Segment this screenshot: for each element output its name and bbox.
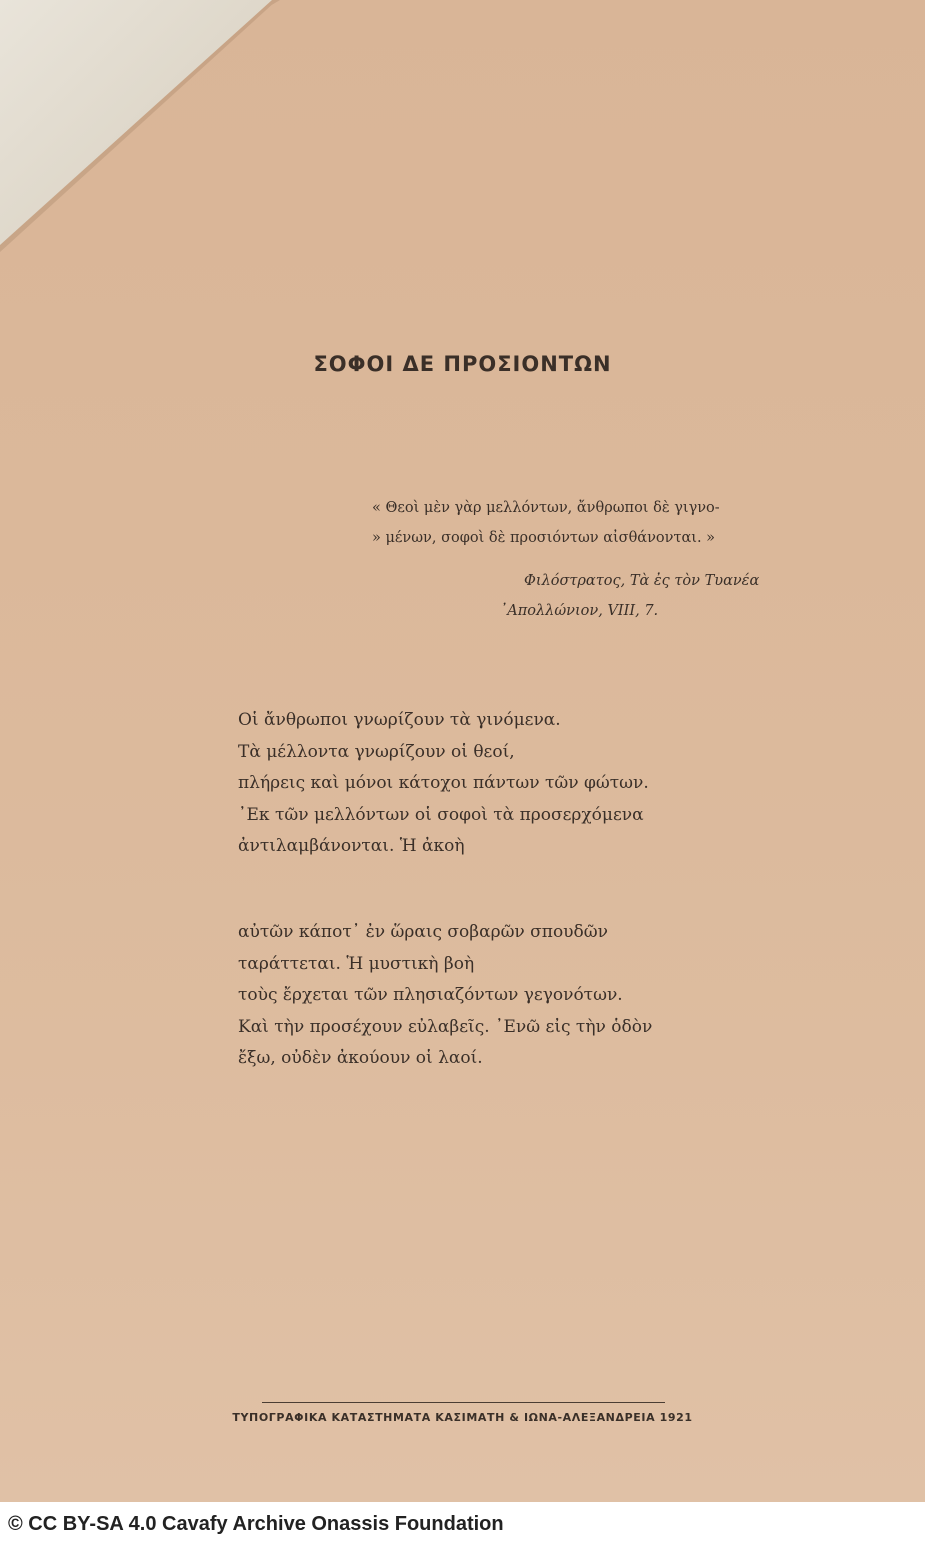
attribution-line: Φιλόστρατος, Τὰ ἐς τὸν Τυανέα bbox=[524, 573, 760, 589]
stanza-2 bbox=[238, 917, 758, 1075]
stanza-1 bbox=[238, 705, 758, 863]
verse-line: Οἱ ἄνθρωποι γνωρίζουν τὰ γινόμενα. bbox=[238, 710, 561, 730]
poem-title: ΣΟΦΟΙ ΔΕ ΠΡΟΣΙΟΝΤΩΝ bbox=[313, 352, 612, 376]
attribution-line: ᾿Απολλώνιον, VIII, 7. bbox=[500, 603, 659, 619]
verse-line: ἀντιλαμβάνονται. Ἡ ἀκοὴ bbox=[238, 836, 465, 856]
verse-line: ἔξω, οὐδὲν ἀκούουν οἱ λαοί. bbox=[238, 1048, 483, 1068]
verse-line: πλήρεις καὶ μόνοι κάτοχοι πάντων τῶν φώτων. bbox=[238, 773, 649, 793]
verse-line: Τὰ μέλλοντα γνωρίζουν οἱ θεοί, bbox=[238, 741, 515, 762]
verse-line: Καὶ τὴν προσέχουν εὐλαβεῖς. ᾿Ενῶ εἰς τὴν ὁδὸν bbox=[238, 1016, 653, 1037]
epigraph-line: » μένων, σοφοὶ δὲ προσιόντων αἰσθάνονται. » bbox=[372, 530, 716, 546]
printer-imprint: ΤΥΠΟΓΡΑΦΙΚΑ ΚΑΤΑΣΤΗΜΑΤΑ ΚΑΣΙΜΑΤΗ & ΙΩΝΑ-ΑΛΕΞΑΝΔΡΕΙΑ 1921 bbox=[232, 1411, 693, 1424]
epigraph-line: « Θεοὶ μὲν γὰρ μελλόντων, ἄνθρωποι δὲ γιγνο- bbox=[372, 500, 720, 516]
verse-line: ᾿Εκ τῶν μελλόντων οἱ σοφοὶ τὰ προσερχόμενα bbox=[238, 804, 644, 825]
footer-rule bbox=[262, 1402, 665, 1403]
verse-line: αὐτῶν κάποτ᾿ ἐν ὥραις σοβαρῶν σπουδῶν bbox=[238, 922, 608, 942]
epigraph bbox=[372, 493, 792, 553]
epigraph-attribution bbox=[500, 566, 800, 626]
folded-corner bbox=[0, 0, 272, 245]
verse-line: τοὺς ἔρχεται τῶν πλησιαζόντων γεγονότων. bbox=[238, 985, 623, 1005]
copyright-bar bbox=[0, 1502, 925, 1547]
copyright-notice: © CC BY-SA 4.0 Cavafy Archive Onassis Foundation bbox=[8, 1513, 504, 1535]
verse-line: ταράττεται. Ἡ μυστικὴ βοὴ bbox=[238, 953, 475, 974]
